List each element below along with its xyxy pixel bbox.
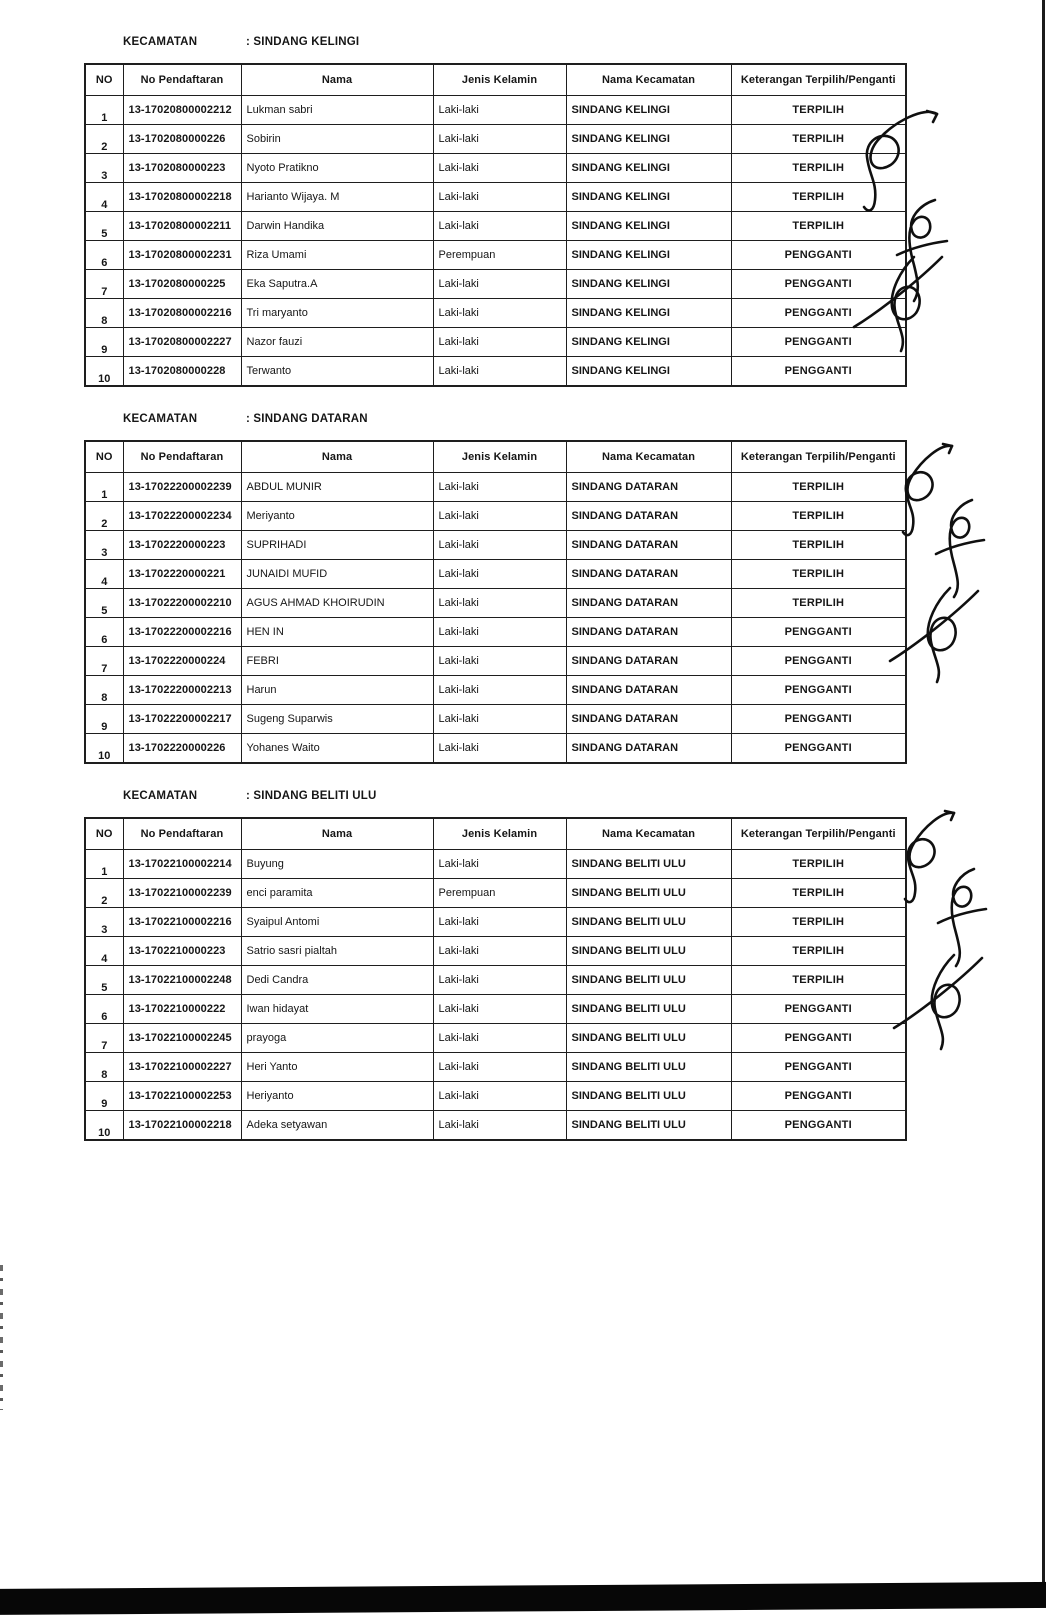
table-row — [85, 270, 906, 299]
kecamatan-value: : SINDANG BELITI ULU — [246, 790, 377, 802]
cell-nama: Nazor fauzi — [241, 328, 433, 357]
cell-nama: Eka Saputra.A — [241, 270, 433, 299]
table-row — [85, 560, 906, 589]
cell-nama: Heri Yanto — [241, 1053, 433, 1082]
cell-no: 10 — [85, 357, 123, 387]
column-header: NO — [85, 818, 123, 850]
table-row — [85, 183, 906, 212]
cell-no-pendaftaran: 13-17020800002218 — [123, 183, 241, 212]
cell-keterangan: PENGGANTI — [731, 1053, 906, 1082]
roster-table — [84, 817, 907, 1141]
cell-no-pendaftaran: 13-1702080000228 — [123, 357, 241, 387]
column-header: Jenis Kelamin — [433, 818, 566, 850]
roster-table — [84, 63, 907, 387]
roster-table-head — [85, 441, 906, 473]
table-row — [85, 1082, 906, 1111]
cell-jenis-kelamin: Laki-laki — [433, 154, 566, 183]
cell-no: 4 — [85, 560, 123, 589]
cell-no: 9 — [85, 328, 123, 357]
table-row — [85, 212, 906, 241]
cell-nama-kecamatan: SINDANG BELITI ULU — [566, 1024, 731, 1053]
column-header: Jenis Kelamin — [433, 441, 566, 473]
cell-keterangan: TERPILIH — [731, 502, 906, 531]
cell-nama: Sobirin — [241, 125, 433, 154]
cell-jenis-kelamin: Laki-laki — [433, 502, 566, 531]
cell-no: 5 — [85, 589, 123, 618]
scan-edge-line-right — [1042, 0, 1045, 1600]
cell-no-pendaftaran: 13-17022100002227 — [123, 1053, 241, 1082]
cell-no-pendaftaran: 13-17022200002217 — [123, 705, 241, 734]
cell-keterangan: PENGGANTI — [731, 1082, 906, 1111]
cell-no-pendaftaran: 13-17022200002234 — [123, 502, 241, 531]
cell-no: 6 — [85, 995, 123, 1024]
cell-nama: ABDUL MUNIR — [241, 473, 433, 502]
cell-jenis-kelamin: Laki-laki — [433, 966, 566, 995]
cell-no-pendaftaran: 13-17020800002211 — [123, 212, 241, 241]
cell-keterangan: TERPILIH — [731, 850, 906, 879]
cell-jenis-kelamin: Laki-laki — [433, 125, 566, 154]
table-row — [85, 879, 906, 908]
cell-keterangan: PENGGANTI — [731, 241, 906, 270]
table-row — [85, 966, 906, 995]
cell-nama-kecamatan: SINDANG BELITI ULU — [566, 879, 731, 908]
cell-no: 2 — [85, 125, 123, 154]
cell-no-pendaftaran: 13-17022100002253 — [123, 1082, 241, 1111]
cell-nama-kecamatan: SINDANG KELINGI — [566, 270, 731, 299]
cell-nama-kecamatan: SINDANG BELITI ULU — [566, 966, 731, 995]
column-header: No Pendaftaran — [123, 64, 241, 96]
table-row — [85, 618, 906, 647]
cell-nama-kecamatan: SINDANG KELINGI — [566, 241, 731, 270]
header-row — [85, 64, 906, 96]
cell-no-pendaftaran: 13-17022100002216 — [123, 908, 241, 937]
cell-no-pendaftaran: 13-1702220000223 — [123, 531, 241, 560]
cell-no-pendaftaran: 13-1702220000224 — [123, 647, 241, 676]
cell-nama-kecamatan: SINDANG BELITI ULU — [566, 937, 731, 966]
cell-nama-kecamatan: SINDANG KELINGI — [566, 183, 731, 212]
cell-no: 8 — [85, 676, 123, 705]
cell-keterangan: TERPILIH — [731, 531, 906, 560]
cell-no: 8 — [85, 299, 123, 328]
cell-jenis-kelamin: Laki-laki — [433, 850, 566, 879]
roster-table-head — [85, 818, 906, 850]
cell-no: 7 — [85, 1024, 123, 1053]
cell-keterangan: PENGGANTI — [731, 1111, 906, 1141]
cell-no: 4 — [85, 183, 123, 212]
cell-keterangan: TERPILIH — [731, 879, 906, 908]
cell-keterangan: TERPILIH — [731, 589, 906, 618]
table-row — [85, 908, 906, 937]
cell-nama: Nyoto Pratikno — [241, 154, 433, 183]
cell-nama: Sugeng Suparwis — [241, 705, 433, 734]
cell-no-pendaftaran: 13-17020800002212 — [123, 96, 241, 125]
table-row — [85, 676, 906, 705]
cell-no-pendaftaran: 13-17020800002231 — [123, 241, 241, 270]
cell-nama: Buyung — [241, 850, 433, 879]
kecamatan-section — [84, 787, 909, 1141]
cell-nama: HEN IN — [241, 618, 433, 647]
cell-jenis-kelamin: Laki-laki — [433, 299, 566, 328]
cell-no: 10 — [85, 734, 123, 764]
table-row — [85, 328, 906, 357]
cell-nama: Iwan hidayat — [241, 995, 433, 1024]
cell-keterangan: TERPILIH — [731, 125, 906, 154]
cell-keterangan: TERPILIH — [731, 908, 906, 937]
scan-artifact-left-dashes — [0, 1265, 3, 1410]
kecamatan-label: KECAMATAN — [123, 36, 198, 48]
cell-no-pendaftaran: 13-1702210000223 — [123, 937, 241, 966]
cell-keterangan: PENGGANTI — [731, 734, 906, 764]
cell-keterangan: TERPILIH — [731, 473, 906, 502]
cell-jenis-kelamin: Laki-laki — [433, 212, 566, 241]
cell-no-pendaftaran: 13-17022200002210 — [123, 589, 241, 618]
column-header: NO — [85, 64, 123, 96]
cell-no-pendaftaran: 13-1702210000222 — [123, 995, 241, 1024]
kecamatan-value: : SINDANG KELINGI — [246, 36, 360, 48]
cell-jenis-kelamin: Laki-laki — [433, 676, 566, 705]
roster-table-body — [85, 850, 906, 1141]
cell-keterangan: PENGGANTI — [731, 1024, 906, 1053]
header-row — [85, 818, 906, 850]
cell-jenis-kelamin: Laki-laki — [433, 96, 566, 125]
cell-nama-kecamatan: SINDANG KELINGI — [566, 96, 731, 125]
cell-no: 3 — [85, 908, 123, 937]
cell-nama: SUPRIHADI — [241, 531, 433, 560]
cell-keterangan: PENGGANTI — [731, 328, 906, 357]
column-header: Keterangan Terpilih/Penganti — [731, 818, 906, 850]
cell-no-pendaftaran: 13-17022100002218 — [123, 1111, 241, 1141]
cell-nama: AGUS AHMAD KHOIRUDIN — [241, 589, 433, 618]
cell-nama-kecamatan: SINDANG BELITI ULU — [566, 995, 731, 1024]
cell-no-pendaftaran: 13-17022100002239 — [123, 879, 241, 908]
cell-nama-kecamatan: SINDANG KELINGI — [566, 125, 731, 154]
cell-jenis-kelamin: Laki-laki — [433, 908, 566, 937]
cell-nama-kecamatan: SINDANG DATARAN — [566, 502, 731, 531]
cell-nama: Lukman sabri — [241, 96, 433, 125]
cell-jenis-kelamin: Laki-laki — [433, 995, 566, 1024]
kecamatan-section — [84, 410, 909, 764]
column-header: Jenis Kelamin — [433, 64, 566, 96]
kecamatan-label: KECAMATAN — [123, 413, 198, 425]
cell-jenis-kelamin: Laki-laki — [433, 531, 566, 560]
cell-no-pendaftaran: 13-17022200002213 — [123, 676, 241, 705]
cell-jenis-kelamin: Laki-laki — [433, 734, 566, 764]
cell-keterangan: PENGGANTI — [731, 705, 906, 734]
cell-no-pendaftaran: 13-1702080000225 — [123, 270, 241, 299]
cell-no: 7 — [85, 647, 123, 676]
cell-nama-kecamatan: SINDANG BELITI ULU — [566, 1053, 731, 1082]
cell-no-pendaftaran: 13-17022200002239 — [123, 473, 241, 502]
cell-keterangan: TERPILIH — [731, 937, 906, 966]
cell-nama: FEBRI — [241, 647, 433, 676]
cell-no-pendaftaran: 13-1702220000221 — [123, 560, 241, 589]
cell-jenis-kelamin: Laki-laki — [433, 647, 566, 676]
cell-jenis-kelamin: Laki-laki — [433, 937, 566, 966]
cell-no: 3 — [85, 531, 123, 560]
cell-nama-kecamatan: SINDANG KELINGI — [566, 299, 731, 328]
column-header: Nama — [241, 818, 433, 850]
cell-keterangan: PENGGANTI — [731, 676, 906, 705]
cell-keterangan: TERPILIH — [731, 966, 906, 995]
cell-keterangan: TERPILIH — [731, 96, 906, 125]
table-row — [85, 705, 906, 734]
cell-nama: Tri maryanto — [241, 299, 433, 328]
cell-jenis-kelamin: Perempuan — [433, 879, 566, 908]
kecamatan-section — [84, 33, 909, 387]
table-row — [85, 1053, 906, 1082]
column-header: Nama Kecamatan — [566, 64, 731, 96]
kecamatan-header-line — [84, 410, 909, 428]
column-header: Nama — [241, 441, 433, 473]
cell-keterangan: PENGGANTI — [731, 299, 906, 328]
cell-no: 7 — [85, 270, 123, 299]
header-row — [85, 441, 906, 473]
cell-nama-kecamatan: SINDANG DATARAN — [566, 647, 731, 676]
cell-nama-kecamatan: SINDANG BELITI ULU — [566, 1111, 731, 1141]
roster-table-head — [85, 64, 906, 96]
table-row — [85, 502, 906, 531]
scan-edge-bar-bottom — [0, 1582, 1046, 1615]
column-header: Nama Kecamatan — [566, 818, 731, 850]
cell-keterangan: PENGGANTI — [731, 270, 906, 299]
cell-nama: Syaipul Antomi — [241, 908, 433, 937]
table-row — [85, 531, 906, 560]
cell-nama: Meriyanto — [241, 502, 433, 531]
cell-nama: Yohanes Waito — [241, 734, 433, 764]
cell-nama: Terwanto — [241, 357, 433, 387]
cell-jenis-kelamin: Laki-laki — [433, 618, 566, 647]
table-row — [85, 734, 906, 764]
kecamatan-header-line — [84, 787, 909, 805]
cell-nama: Darwin Handika — [241, 212, 433, 241]
cell-jenis-kelamin: Laki-laki — [433, 473, 566, 502]
table-row — [85, 1024, 906, 1053]
cell-jenis-kelamin: Laki-laki — [433, 1082, 566, 1111]
cell-nama-kecamatan: SINDANG KELINGI — [566, 154, 731, 183]
roster-table — [84, 440, 907, 764]
cell-keterangan: PENGGANTI — [731, 357, 906, 387]
cell-nama: JUNAIDI MUFID — [241, 560, 433, 589]
cell-no-pendaftaran: 13-1702220000226 — [123, 734, 241, 764]
cell-nama: Dedi Candra — [241, 966, 433, 995]
cell-nama-kecamatan: SINDANG KELINGI — [566, 357, 731, 387]
cell-jenis-kelamin: Laki-laki — [433, 357, 566, 387]
cell-no-pendaftaran: 13-17022200002216 — [123, 618, 241, 647]
cell-no-pendaftaran: 13-1702080000223 — [123, 154, 241, 183]
column-header: Nama Kecamatan — [566, 441, 731, 473]
column-header: Keterangan Terpilih/Penganti — [731, 64, 906, 96]
cell-jenis-kelamin: Laki-laki — [433, 183, 566, 212]
table-row — [85, 241, 906, 270]
table-row — [85, 589, 906, 618]
cell-nama-kecamatan: SINDANG DATARAN — [566, 473, 731, 502]
cell-nama-kecamatan: SINDANG DATARAN — [566, 618, 731, 647]
cell-no-pendaftaran: 13-17020800002227 — [123, 328, 241, 357]
table-row — [85, 125, 906, 154]
cell-nama-kecamatan: SINDANG DATARAN — [566, 676, 731, 705]
cell-no: 5 — [85, 212, 123, 241]
cell-no-pendaftaran: 13-17020800002216 — [123, 299, 241, 328]
cell-nama-kecamatan: SINDANG DATARAN — [566, 589, 731, 618]
cell-nama-kecamatan: SINDANG BELITI ULU — [566, 908, 731, 937]
table-row — [85, 995, 906, 1024]
kecamatan-value: : SINDANG DATARAN — [246, 413, 368, 425]
table-row — [85, 937, 906, 966]
cell-no: 9 — [85, 705, 123, 734]
cell-nama: Riza Umami — [241, 241, 433, 270]
cell-no: 4 — [85, 937, 123, 966]
table-row — [85, 154, 906, 183]
cell-jenis-kelamin: Laki-laki — [433, 589, 566, 618]
table-row — [85, 473, 906, 502]
cell-nama: Adeka setyawan — [241, 1111, 433, 1141]
cell-no: 1 — [85, 850, 123, 879]
cell-no: 6 — [85, 618, 123, 647]
cell-keterangan: PENGGANTI — [731, 618, 906, 647]
cell-no: 5 — [85, 966, 123, 995]
cell-nama: Heriyanto — [241, 1082, 433, 1111]
cell-nama-kecamatan: SINDANG KELINGI — [566, 212, 731, 241]
cell-nama: prayoga — [241, 1024, 433, 1053]
cell-keterangan: TERPILIH — [731, 560, 906, 589]
kecamatan-header-line — [84, 33, 909, 51]
column-header: Keterangan Terpilih/Penganti — [731, 441, 906, 473]
column-header: No Pendaftaran — [123, 818, 241, 850]
cell-nama: Harun — [241, 676, 433, 705]
cell-jenis-kelamin: Laki-laki — [433, 1053, 566, 1082]
roster-table-body — [85, 473, 906, 764]
column-header: Nama — [241, 64, 433, 96]
cell-no-pendaftaran: 13-17022100002214 — [123, 850, 241, 879]
cell-jenis-kelamin: Laki-laki — [433, 270, 566, 299]
cell-nama-kecamatan: SINDANG DATARAN — [566, 705, 731, 734]
cell-no: 1 — [85, 96, 123, 125]
cell-no-pendaftaran: 13-1702080000226 — [123, 125, 241, 154]
cell-keterangan: PENGGANTI — [731, 995, 906, 1024]
cell-jenis-kelamin: Laki-laki — [433, 328, 566, 357]
cell-no: 3 — [85, 154, 123, 183]
cell-nama-kecamatan: SINDANG DATARAN — [566, 734, 731, 764]
cell-nama-kecamatan: SINDANG BELITI ULU — [566, 850, 731, 879]
cell-nama-kecamatan: SINDANG DATARAN — [566, 531, 731, 560]
cell-nama: enci paramita — [241, 879, 433, 908]
cell-keterangan: TERPILIH — [731, 212, 906, 241]
cell-keterangan: TERPILIH — [731, 183, 906, 212]
cell-jenis-kelamin: Perempuan — [433, 241, 566, 270]
cell-jenis-kelamin: Laki-laki — [433, 1111, 566, 1141]
cell-no: 8 — [85, 1053, 123, 1082]
column-header: NO — [85, 441, 123, 473]
cell-nama-kecamatan: SINDANG BELITI ULU — [566, 1082, 731, 1111]
cell-jenis-kelamin: Laki-laki — [433, 1024, 566, 1053]
cell-no-pendaftaran: 13-17022100002245 — [123, 1024, 241, 1053]
table-row — [85, 647, 906, 676]
cell-nama: Satrio sasri pialtah — [241, 937, 433, 966]
table-row — [85, 850, 906, 879]
cell-jenis-kelamin: Laki-laki — [433, 560, 566, 589]
table-row — [85, 1111, 906, 1141]
table-row — [85, 357, 906, 387]
cell-no-pendaftaran: 13-17022100002248 — [123, 966, 241, 995]
cell-nama-kecamatan: SINDANG DATARAN — [566, 560, 731, 589]
cell-nama: Harianto Wijaya. M — [241, 183, 433, 212]
cell-no: 2 — [85, 502, 123, 531]
roster-table-body — [85, 96, 906, 387]
table-row — [85, 96, 906, 125]
cell-nama-kecamatan: SINDANG KELINGI — [566, 328, 731, 357]
cell-keterangan: TERPILIH — [731, 154, 906, 183]
cell-no: 1 — [85, 473, 123, 502]
cell-no: 10 — [85, 1111, 123, 1141]
cell-jenis-kelamin: Laki-laki — [433, 705, 566, 734]
cell-no: 2 — [85, 879, 123, 908]
kecamatan-label: KECAMATAN — [123, 790, 198, 802]
column-header: No Pendaftaran — [123, 441, 241, 473]
cell-no: 9 — [85, 1082, 123, 1111]
cell-no: 6 — [85, 241, 123, 270]
table-row — [85, 299, 906, 328]
cell-keterangan: PENGGANTI — [731, 647, 906, 676]
